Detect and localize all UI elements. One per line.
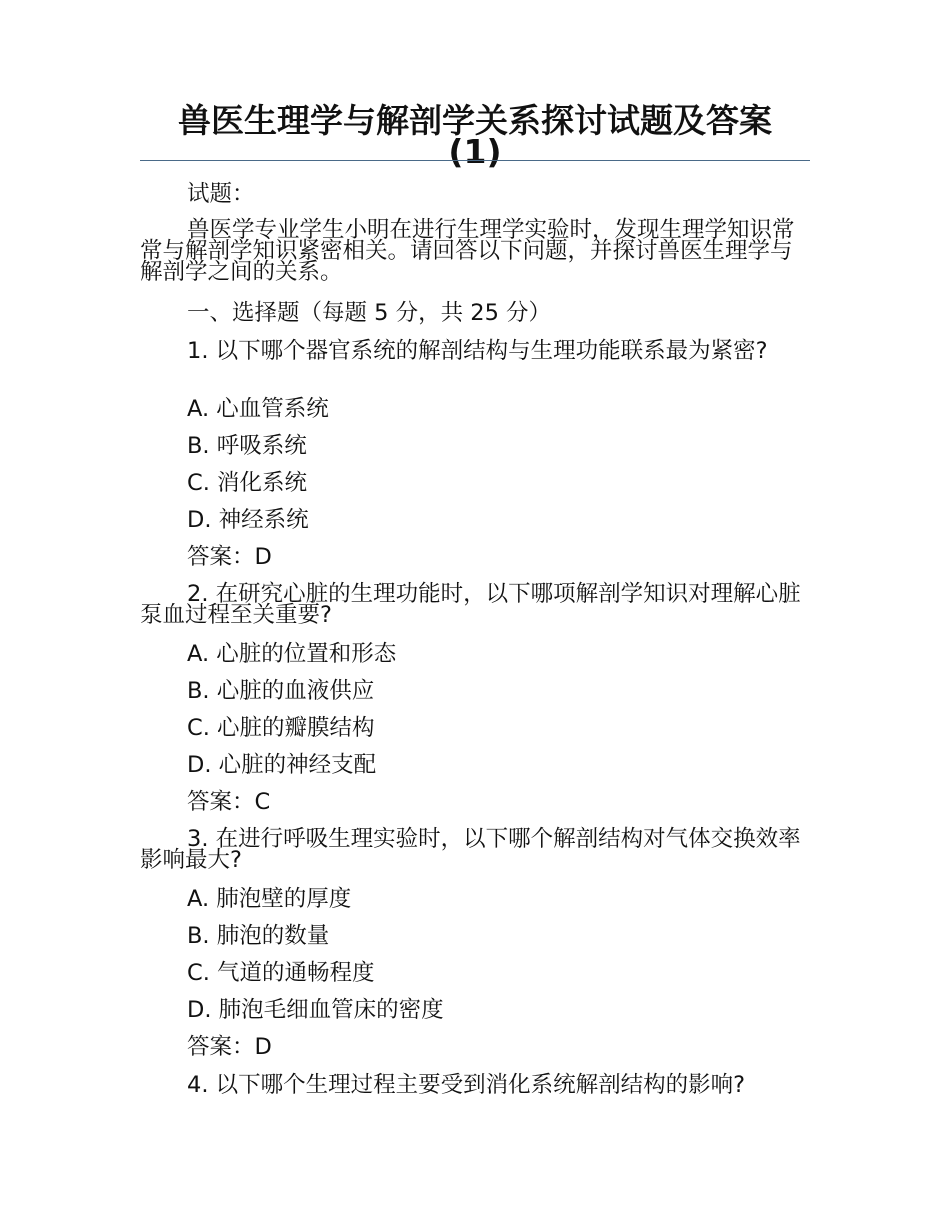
option: D. 神经系统 <box>187 507 309 533</box>
question-stem: 1. 以下哪个器官系统的解剖结构与生理功能联系最为紧密? <box>187 338 768 364</box>
option: C. 心脏的瓣膜结构 <box>187 715 375 741</box>
section-heading: 一、选择题（每题 5 分，共 25 分） <box>187 300 552 326</box>
title-line-1: 兽医生理学与解剖学关系探讨试题及答案 <box>178 101 772 140</box>
answer: 答案：D <box>187 544 272 570</box>
intro-label: 试题： <box>187 181 255 207</box>
question-stem: 3. 在进行呼吸生理实验时，以下哪个解剖结构对气体交换效率影响最大? <box>140 826 801 873</box>
title-line-2: (1) <box>448 132 502 171</box>
answer: 答案：C <box>187 789 271 815</box>
option: B. 肺泡的数量 <box>187 923 330 949</box>
option: C. 气道的通畅程度 <box>187 960 375 986</box>
option: A. 心血管系统 <box>187 396 329 422</box>
option: C. 消化系统 <box>187 470 308 496</box>
option: D. 心脏的神经支配 <box>187 752 377 778</box>
question-stem: 2. 在研究心脏的生理功能时，以下哪项解剖学知识对理解心脏泵血过程至关重要? <box>140 581 801 628</box>
title-divider <box>140 160 810 161</box>
option: B. 心脏的血液供应 <box>187 678 375 704</box>
question-stem: 4. 以下哪个生理过程主要受到消化系统解剖结构的影响? <box>187 1072 746 1098</box>
intro-text: 兽医学专业学生小明在进行生理学实验时，发现生理学知识常常与解剖学知识紧密相关。请回答以下问题，并探讨兽医生理学与解剖学之间的关系。 <box>140 217 795 285</box>
answer: 答案：D <box>187 1034 272 1060</box>
option: D. 肺泡毛细血管床的密度 <box>187 997 444 1023</box>
option: B. 呼吸系统 <box>187 433 307 459</box>
option: A. 心脏的位置和形态 <box>187 641 397 667</box>
option: A. 肺泡壁的厚度 <box>187 886 352 912</box>
